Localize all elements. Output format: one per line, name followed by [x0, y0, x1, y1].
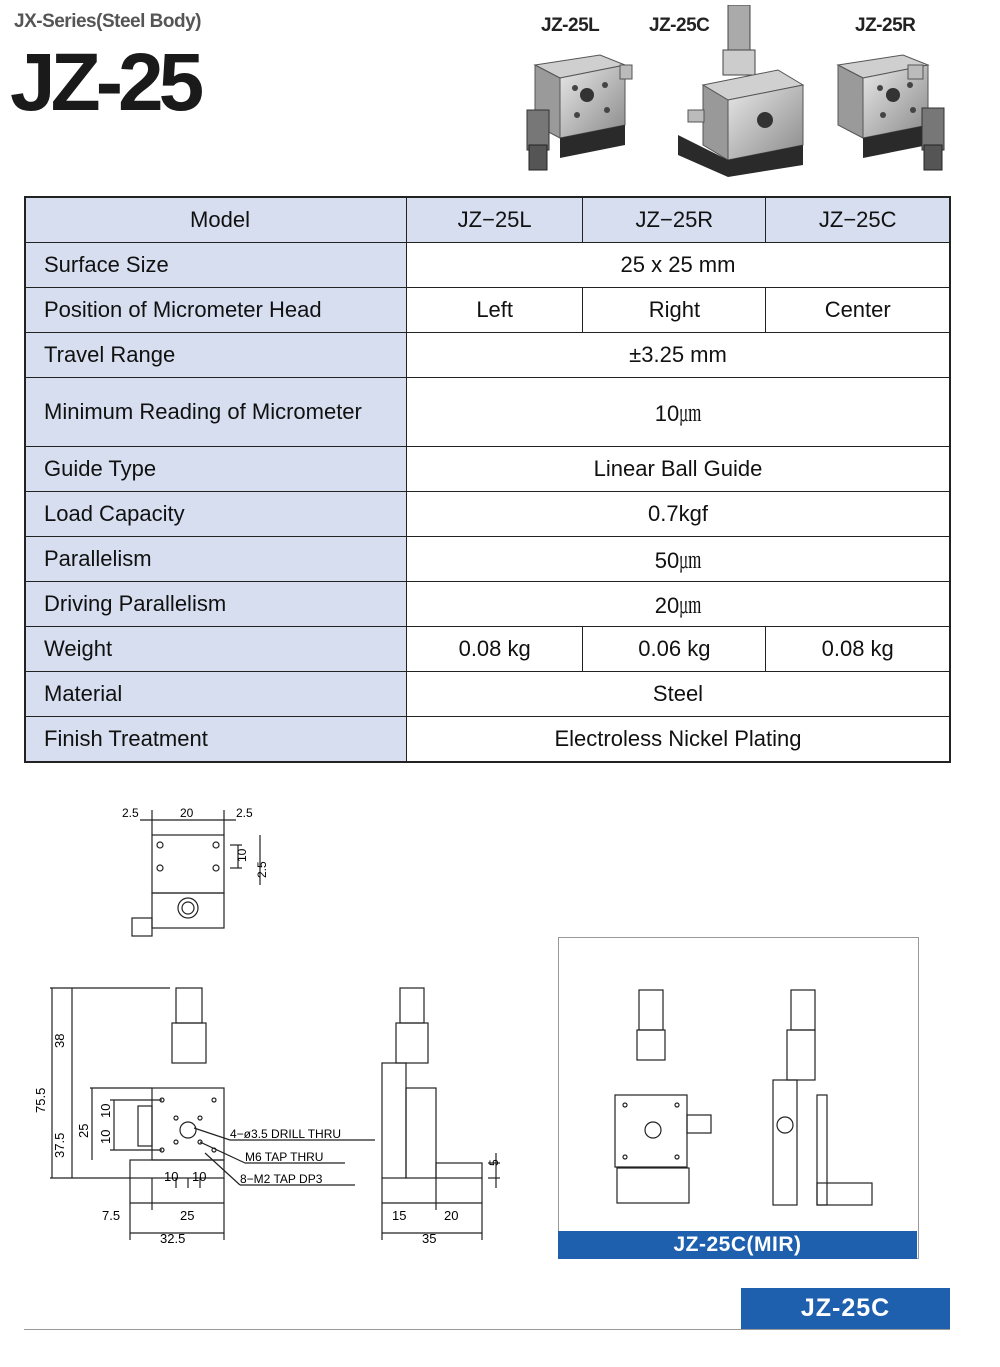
drawing-mir-views: [559, 938, 918, 1233]
mir-variant-panel: [558, 937, 919, 1259]
row-load-capacity: [25, 492, 950, 537]
row-value: 50㎛: [407, 537, 951, 582]
row-value: 0.06 kg: [583, 627, 766, 672]
callout-drill: 4−ø3.5 DRILL THRU: [230, 1127, 342, 1141]
row-value: 0.08 kg: [766, 627, 950, 672]
row-label: Weight: [25, 627, 407, 672]
row-label: Minimum Reading of Micrometer: [25, 378, 407, 447]
row-finish-treatment: [25, 717, 950, 763]
dim-text: 10: [98, 1129, 113, 1144]
product-image-jz25r: [828, 40, 953, 175]
row-value: 10㎛: [407, 378, 951, 447]
drawing-top-view: [100, 800, 290, 945]
row-guide-type: [25, 447, 950, 492]
callout-tap-dp: 8−M2 TAP DP3: [240, 1172, 323, 1186]
row-micrometer-position: [25, 288, 950, 333]
dim-text: 10: [164, 1169, 179, 1184]
drawing-front-view: [30, 978, 400, 1250]
model-tag: JZ-25C: [741, 1288, 950, 1329]
row-label: Surface Size: [25, 243, 407, 288]
header-jz25c: JZ−25C: [766, 197, 950, 243]
row-label: Material: [25, 672, 407, 717]
dim-text: 32.5: [160, 1231, 186, 1246]
dim-text: 2.5: [122, 806, 139, 820]
row-parallelism: [25, 537, 950, 582]
row-driving-parallelism: [25, 582, 950, 627]
product-label-jz25c: JZ-25C: [649, 15, 710, 36]
row-value: Linear Ball Guide: [407, 447, 951, 492]
row-label: Load Capacity: [25, 492, 407, 537]
header-jz25l: JZ−25L: [407, 197, 583, 243]
dim-text: 10: [98, 1103, 113, 1118]
row-value: Center: [766, 288, 950, 333]
callout-tap: M6 TAP THRU: [245, 1150, 324, 1164]
dim-text: 75.5: [33, 1087, 48, 1113]
row-value: Left: [407, 288, 583, 333]
row-weight: [25, 627, 950, 672]
row-label: Travel Range: [25, 333, 407, 378]
dim-text: 20: [444, 1208, 459, 1223]
row-label: Parallelism: [25, 537, 407, 582]
row-label: Driving Parallelism: [25, 582, 407, 627]
product-label-jz25r: JZ-25R: [855, 15, 916, 36]
dim-text: 10: [235, 848, 249, 862]
row-value: ±3.25 mm: [407, 333, 951, 378]
row-value: 0.08 kg: [407, 627, 583, 672]
table-header-row: [25, 197, 950, 243]
product-label-jz25l: JZ-25L: [541, 15, 600, 36]
dim-text: 38: [52, 1033, 67, 1048]
dim-text: 10: [192, 1169, 207, 1184]
page-title: JZ-25: [10, 37, 200, 128]
row-label: Finish Treatment: [25, 717, 407, 763]
dim-text: 2.5: [236, 806, 253, 820]
dim-text: 25: [180, 1208, 195, 1223]
dim-text: 20: [180, 806, 194, 820]
row-value: 25 x 25 mm: [407, 243, 951, 288]
spec-table: [24, 196, 951, 763]
dim-text: 7.5: [102, 1208, 121, 1223]
row-label: Position of Micrometer Head: [25, 288, 407, 333]
row-value: 0.7kgf: [407, 492, 951, 537]
dim-text: 5: [487, 1159, 501, 1166]
row-travel-range: [25, 333, 950, 378]
product-image-jz25c: [668, 5, 818, 180]
row-value: 20㎛: [407, 582, 951, 627]
dim-text: 15: [392, 1208, 407, 1223]
row-value: Right: [583, 288, 766, 333]
header-jz25r: JZ−25R: [583, 197, 766, 243]
row-value: Electroless Nickel Plating: [407, 717, 951, 763]
dim-text: 35: [422, 1231, 437, 1246]
product-image-jz25l: [515, 40, 635, 175]
dim-text: 25: [76, 1123, 91, 1138]
row-min-reading: [25, 378, 950, 447]
drawing-side-view: [370, 978, 520, 1250]
dim-text: 2.5: [255, 861, 269, 878]
header-model: Model: [25, 197, 407, 243]
row-value: Steel: [407, 672, 951, 717]
row-label: Guide Type: [25, 447, 407, 492]
series-title: JX-Series(Steel Body): [14, 11, 201, 32]
row-material: [25, 672, 950, 717]
footer-divider: [24, 1329, 950, 1330]
mir-variant-label: JZ-25C(MIR): [558, 1231, 917, 1259]
dim-text: 37.5: [52, 1132, 67, 1158]
row-surface-size: [25, 243, 950, 288]
